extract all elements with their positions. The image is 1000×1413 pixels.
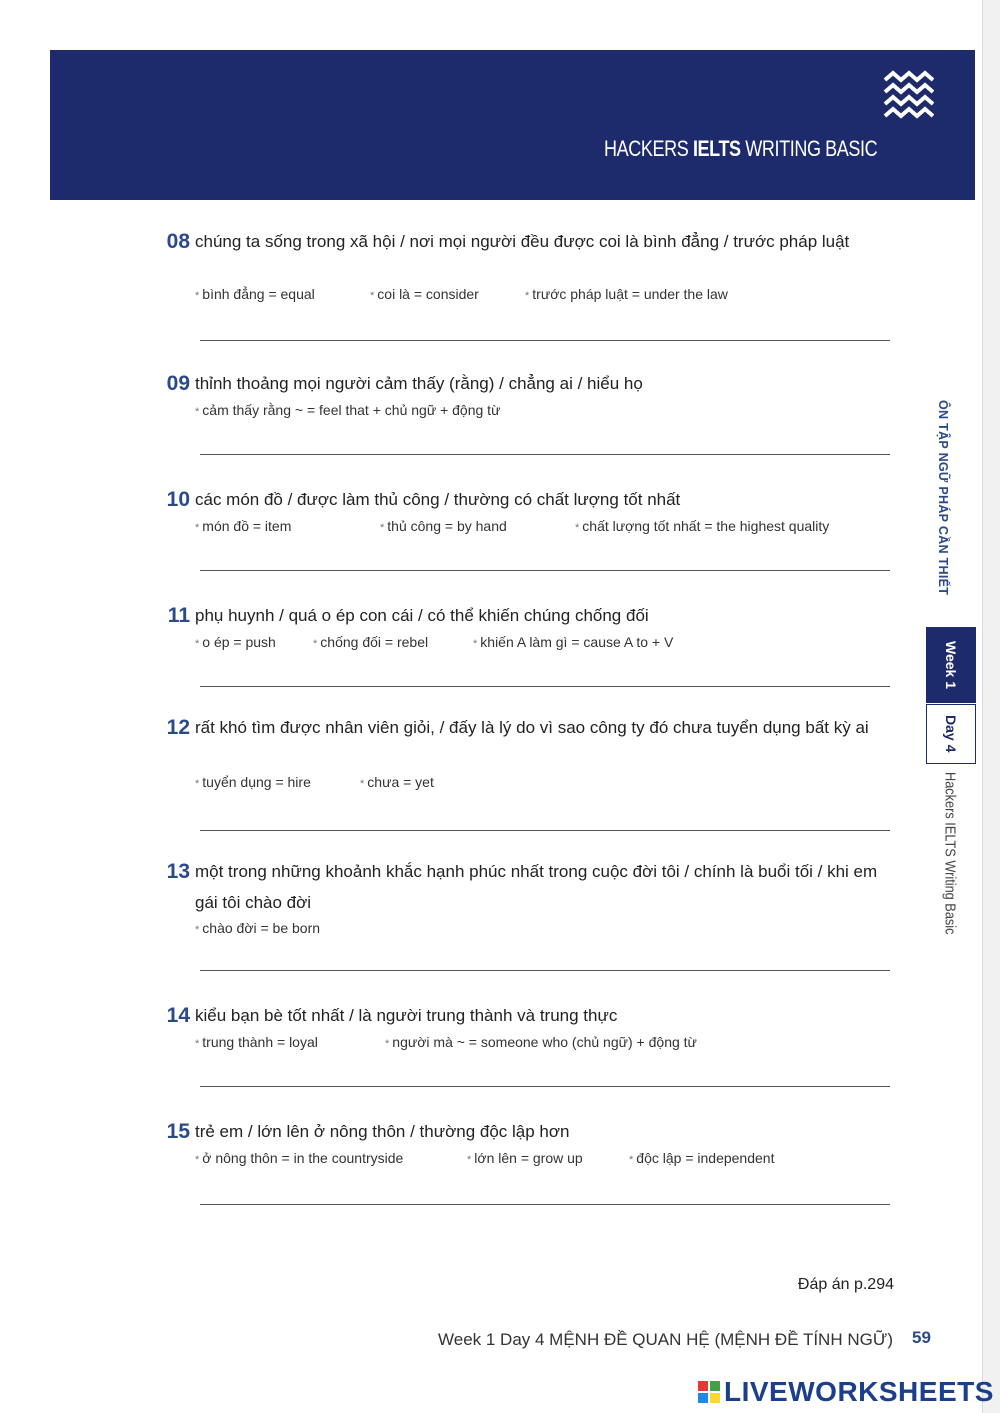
hint	[473, 634, 673, 650]
hint-text: o ép = push	[202, 634, 276, 650]
hint-text: thủ công = by hand	[387, 518, 507, 534]
answer-line[interactable]	[200, 1204, 890, 1205]
wave-lines-icon	[882, 68, 934, 124]
hint-text: độc lập = independent	[636, 1150, 775, 1166]
hint-row	[195, 1034, 697, 1050]
hint-text: người mà ~ = someone who (chủ ngữ) + động từ	[392, 1034, 697, 1050]
exercise-number: 11	[167, 604, 190, 627]
day-tab[interactable]	[926, 704, 976, 764]
liveworksheets-watermark	[698, 1376, 994, 1408]
hint	[629, 1150, 774, 1166]
hint-row	[195, 286, 728, 302]
hint-text: chống đối = rebel	[320, 634, 429, 650]
bullet-icon: *	[473, 638, 478, 650]
answer-line[interactable]	[200, 570, 890, 571]
answer-line[interactable]	[200, 454, 890, 455]
chapter-title: Week 1 Day 4 MỆNH ĐỀ QUAN HỆ (MỆNH ĐỀ TÍNH NGỮ)	[438, 1330, 894, 1349]
week-tab[interactable]	[926, 627, 976, 703]
bullet-icon: *	[195, 406, 200, 418]
hint	[195, 518, 380, 534]
hint-text: coi là = consider	[377, 286, 479, 302]
hint-text: trung thành = loyal	[202, 1034, 318, 1050]
exercise-number: 15	[166, 1120, 190, 1143]
exercise-number: 09	[166, 372, 190, 395]
book-title	[604, 136, 877, 162]
hint-text: chưa = yet	[367, 774, 434, 790]
hint	[195, 634, 313, 650]
exercise-prompt: phụ huynh / quá o ép con cái / có thể khiến chúng chống đối	[195, 606, 649, 625]
hint-row	[195, 518, 829, 534]
exercise-prompt: chúng ta sống trong xã hội / nơi mọi người đều được coi là bình đẳng / trước pháp luật	[195, 232, 850, 251]
hint-row	[195, 1150, 774, 1166]
bullet-icon: *	[313, 638, 318, 650]
bullet-icon: *	[195, 522, 200, 534]
hint-text: lớn lên = grow up	[474, 1150, 583, 1166]
bullet-icon: *	[370, 290, 375, 302]
hint-text: chào đời = be born	[202, 920, 321, 936]
bullet-icon: *	[195, 290, 200, 302]
hint-row	[195, 774, 434, 790]
hint-text: chất lượng tốt nhất = the highest quality	[582, 518, 830, 534]
hint	[313, 634, 473, 650]
title-part2: IELTS	[692, 136, 741, 161]
hint	[195, 920, 320, 936]
section-side-label	[928, 400, 958, 610]
answer-line[interactable]	[200, 970, 890, 971]
answer-line[interactable]	[200, 1086, 890, 1087]
hint	[360, 774, 434, 790]
hint	[525, 286, 728, 302]
hint-text: cảm thấy rằng ~ = feel that + chủ ngữ + động từ	[202, 402, 501, 418]
bullet-icon: *	[360, 778, 365, 790]
bullet-icon: *	[629, 1154, 634, 1166]
hint-text: khiến A làm gì = cause A to + V	[480, 634, 674, 650]
hint	[380, 518, 575, 534]
hint	[195, 286, 370, 302]
hint	[195, 1034, 385, 1050]
bullet-icon: *	[467, 1154, 472, 1166]
bullet-icon: *	[195, 924, 200, 936]
bullet-icon: *	[195, 1154, 200, 1166]
exercise-number: 14	[166, 1004, 190, 1027]
answer-line[interactable]	[200, 686, 890, 687]
bullet-icon: *	[385, 1038, 390, 1050]
watermark-text: LIVEWORKSHEETS	[724, 1376, 994, 1407]
bullet-icon: *	[195, 638, 200, 650]
hint	[195, 402, 500, 418]
hint	[195, 1150, 467, 1166]
exercise-prompt: một trong những khoảnh khắc hạnh phúc nhất trong cuộc đời tôi / chính là buổi tối / khi em gái tôi chào đời	[195, 862, 878, 912]
exercise-prompt: rất khó tìm được nhân viên giỏi, / đấy là lý do vì sao công ty đó chưa tuyển dụng bất kỳ ai	[195, 718, 869, 737]
page-edge	[982, 0, 1000, 1413]
hint	[575, 518, 829, 534]
hint-text: trước pháp luật = under the law	[532, 286, 728, 302]
exercise-prompt: trẻ em / lớn lên ở nông thôn / thường độc lập hơn	[195, 1122, 570, 1141]
exercise-number: 10	[166, 488, 190, 511]
hint	[370, 286, 525, 302]
hint	[195, 774, 360, 790]
section-title: ÔN TẬP NGỮ PHÁP CẦN THIẾT	[936, 400, 950, 596]
book-name: Hackers IELTS Writing Basic	[941, 772, 959, 935]
hint-text: món đồ = item	[202, 518, 292, 534]
exercise-prompt: thỉnh thoảng mọi người cảm thấy (rằng) / chẳng ai / hiểu họ	[195, 374, 643, 393]
answer-reference: Đáp án p.294	[797, 1276, 894, 1293]
bullet-icon: *	[195, 1038, 200, 1050]
hint-text: bình đẳng = equal	[202, 286, 315, 302]
bullet-icon: *	[525, 290, 530, 302]
bullet-icon: *	[195, 778, 200, 790]
hint	[467, 1150, 629, 1166]
hint-row	[195, 920, 320, 936]
hint	[385, 1034, 697, 1050]
liveworksheets-logo-icon	[698, 1381, 720, 1403]
hint-row	[195, 634, 673, 650]
exercise-number: 12	[166, 716, 190, 739]
hint-text: ở nông thôn = in the countryside	[202, 1150, 404, 1166]
answer-line[interactable]	[200, 340, 890, 341]
exercise-number: 13	[166, 860, 190, 883]
bullet-icon: *	[575, 522, 580, 534]
hint-row	[195, 402, 500, 418]
answer-line[interactable]	[200, 830, 890, 831]
hint-text: tuyển dụng = hire	[202, 774, 311, 790]
exercise-prompt: các món đồ / được làm thủ công / thường có chất lượng tốt nhất	[195, 490, 681, 509]
title-part1: HACKERS	[603, 136, 693, 161]
week-label: Week 1	[943, 641, 959, 689]
header-banner	[50, 50, 975, 200]
book-side-label	[930, 772, 970, 962]
title-part3: WRITING BASIC	[740, 136, 877, 161]
exercise-prompt: kiểu bạn bè tốt nhất / là người trung thành và trung thực	[195, 1006, 618, 1025]
day-label: Day 4	[943, 715, 959, 753]
exercise-number: 08	[166, 230, 190, 253]
page-number: 59	[912, 1328, 931, 1347]
bullet-icon: *	[380, 522, 385, 534]
